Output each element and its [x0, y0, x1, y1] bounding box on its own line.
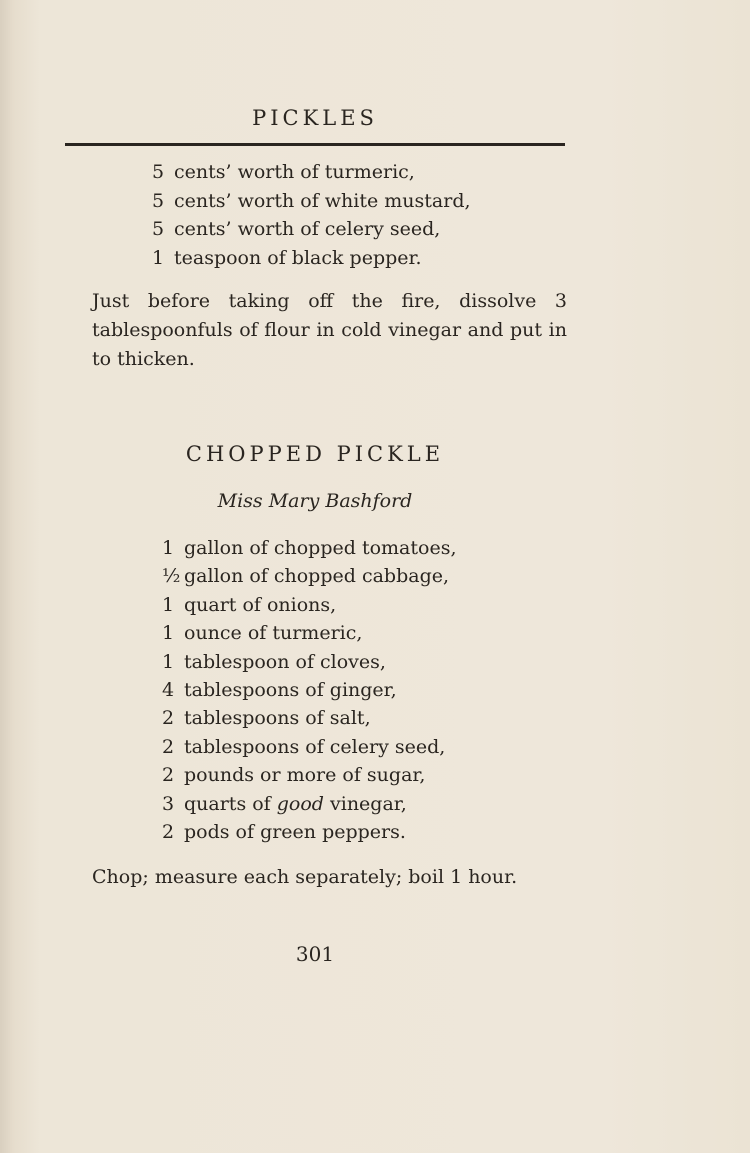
ingredient-qty: 2: [162, 707, 175, 729]
ingredient-line: [152, 247, 422, 269]
ingredient-qty: 1: [152, 247, 165, 269]
ingredient-text: quarts of: [184, 793, 271, 815]
ingredient-text: quart of onions,: [184, 594, 337, 616]
ingredient-text: ounce of turmeric,: [184, 622, 363, 644]
ingredient-line: [162, 736, 445, 758]
ingredient-line: [152, 218, 440, 240]
ingredient-text-after: vinegar,: [323, 793, 407, 815]
ingredient-line: [152, 161, 415, 183]
ingredient-qty: 5: [152, 190, 165, 212]
ingredient-line: [162, 537, 457, 559]
ingredient-qty: 1: [162, 651, 175, 673]
ingredient-emphasis: good: [276, 793, 324, 815]
ingredient-line: [162, 821, 406, 843]
ingredient-line: [162, 707, 371, 729]
ingredient-qty: 2: [162, 736, 175, 758]
recipe-author: Miss Mary Bashford: [217, 490, 413, 512]
body-paragraph: Just before taking off the fire, dissolve 3 tablespoonfuls of flour in cold vinegar and put in to thicken.: [92, 290, 567, 370]
running-header: PICKLES: [252, 106, 378, 130]
ingredient-qty: 4: [162, 679, 175, 701]
ingredient-qty: 1: [162, 594, 175, 616]
ingredient-qty: 5: [152, 218, 165, 240]
ingredient-qty: ½: [162, 565, 181, 587]
page-number: 301: [295, 942, 335, 966]
ingredient-line: [162, 565, 449, 587]
ingredient-qty: 1: [162, 622, 175, 644]
header-rule: [65, 143, 565, 146]
ingredient-line: [152, 190, 471, 212]
recipe-title: CHOPPED PICKLE: [185, 442, 445, 466]
ingredient-text: gallon of chopped tomatoes,: [184, 537, 457, 559]
recipe-instructions: Chop; measure each separately; boil 1 hour.: [92, 866, 518, 888]
ingredient-text: tablespoon of cloves,: [184, 651, 386, 673]
ingredient-line: [162, 594, 336, 616]
ingredient-qty: 1: [162, 537, 175, 559]
ingredient-text: tablespoons of celery seed,: [184, 736, 446, 758]
ingredient-text: tablespoons of ginger,: [184, 679, 397, 701]
ingredient-text: pods of green peppers.: [184, 821, 406, 843]
ingredient-line: [162, 651, 386, 673]
ingredient-qty: 3: [162, 793, 175, 815]
ingredient-qty: 5: [152, 161, 165, 183]
ingredient-line: [162, 793, 407, 815]
ingredient-text: gallon of chopped cabbage,: [184, 565, 450, 587]
ingredient-text: teaspoon of black pepper.: [174, 247, 422, 269]
ingredient-text: cents’ worth of white mustard,: [174, 190, 471, 212]
ingredient-text: cents’ worth of celery seed,: [174, 218, 441, 240]
ingredient-qty: 2: [162, 821, 175, 843]
ingredient-qty: 2: [162, 764, 175, 786]
ingredient-text: tablespoons of salt,: [184, 707, 371, 729]
ingredient-line: [162, 679, 397, 701]
ingredient-text: cents’ worth of turmeric,: [174, 161, 415, 183]
ingredient-line: [162, 622, 362, 644]
ingredient-line: [162, 764, 425, 786]
ingredient-text: pounds or more of sugar,: [184, 764, 426, 786]
